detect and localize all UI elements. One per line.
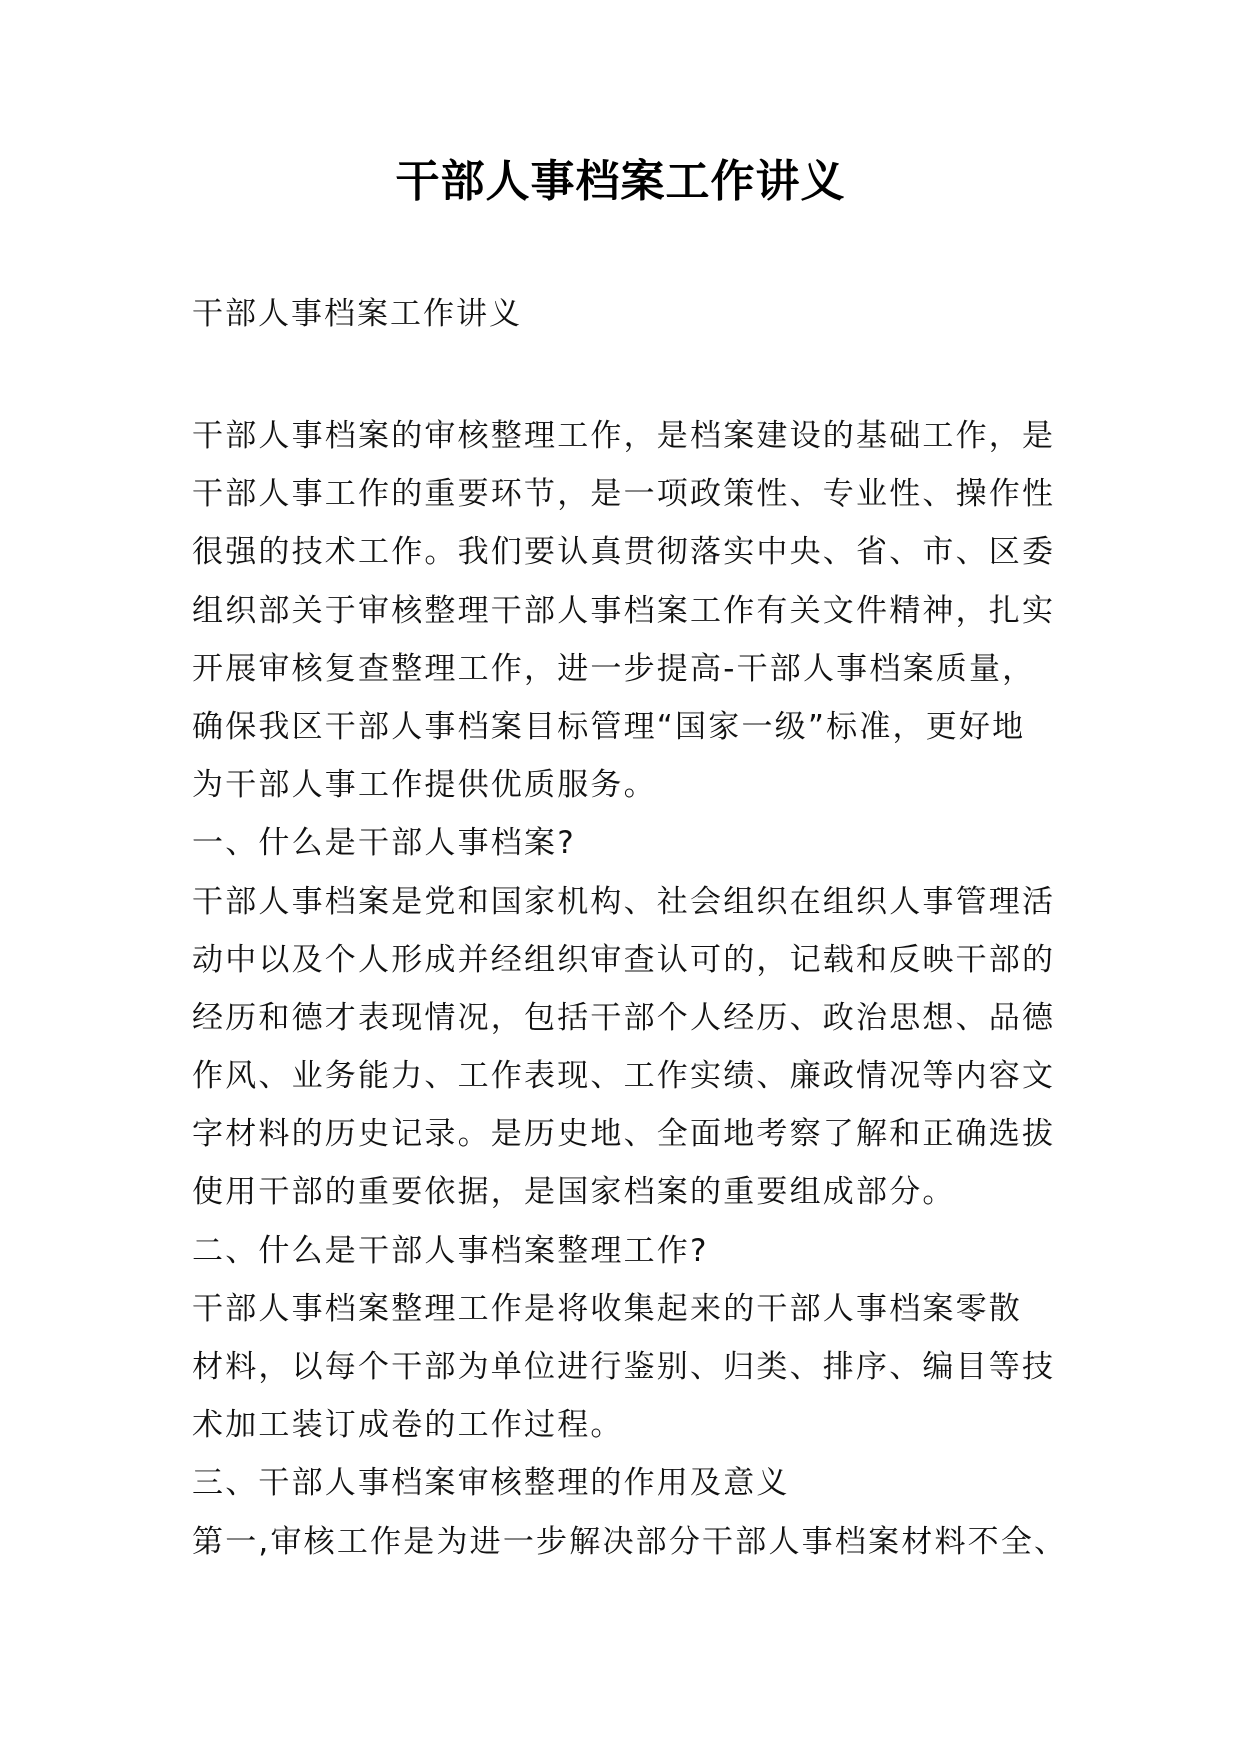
body-line: 使用干部的重要依据，是国家档案的重要组成部分。 <box>192 1174 956 1211</box>
section-heading-1: 一、什么是干部人事档案? <box>192 825 576 862</box>
body-line: 干部人事工作的重要环节，是一项政策性、专业性、操作性 <box>192 476 1056 513</box>
body-line: 术加工装订成卷的工作过程。 <box>192 1407 624 1444</box>
body-line: 干部人事档案的审核整理工作，是档案建设的基础工作，是 <box>192 418 1056 454</box>
body-line: 开展审核复查整理工作，进一步提高-干部人事档案质量， <box>192 650 1036 687</box>
document-title: 干部人事档案工作讲义 <box>395 156 846 207</box>
body-line: 确保我区干部人事档案目标管理“国家一级”标准，更好地 <box>192 708 1026 745</box>
body-line: 字材料的历史记录。是历史地、全面地考察了解和正确选拔 <box>192 1116 1056 1153</box>
section-heading-2: 二、什么是干部人事档案整理工作? <box>192 1232 709 1269</box>
body-line: 组织部关于审核整理干部人事档案工作有关文件精神，扎实 <box>192 592 1056 629</box>
body-line: 第一,审核工作是为进一步解决部分干部人事档案材料不全、 <box>192 1523 1068 1560</box>
body-line: 干部人事档案是党和国家机构、社会组织在组织人事管理活 <box>192 883 1056 920</box>
body-line: 为干部人事工作提供优质服务。 <box>192 767 657 804</box>
body-line: 很强的技术工作。我们要认真贯彻落实中央、省、市、区委 <box>192 534 1056 571</box>
document-subtitle: 干部人事档案工作讲义 <box>192 296 522 332</box>
document-body <box>192 407 1068 1571</box>
body-line: 作风、业务能力、工作表现、工作实绩、廉政情况等内容文 <box>192 1058 1056 1095</box>
body-line: 经历和德才表现情况，包括干部个人经历、政治思想、品德 <box>192 999 1056 1036</box>
section-heading-3: 三、干部人事档案审核整理的作用及意义 <box>192 1465 790 1502</box>
body-line: 材料，以每个干部为单位进行鉴别、归类、排序、编目等技 <box>192 1349 1056 1385</box>
body-line: 干部人事档案整理工作是将收集起来的干部人事档案零散 <box>192 1290 1022 1327</box>
body-line: 动中以及个人形成并经组织审查认可的，记载和反映干部的 <box>192 941 1056 978</box>
